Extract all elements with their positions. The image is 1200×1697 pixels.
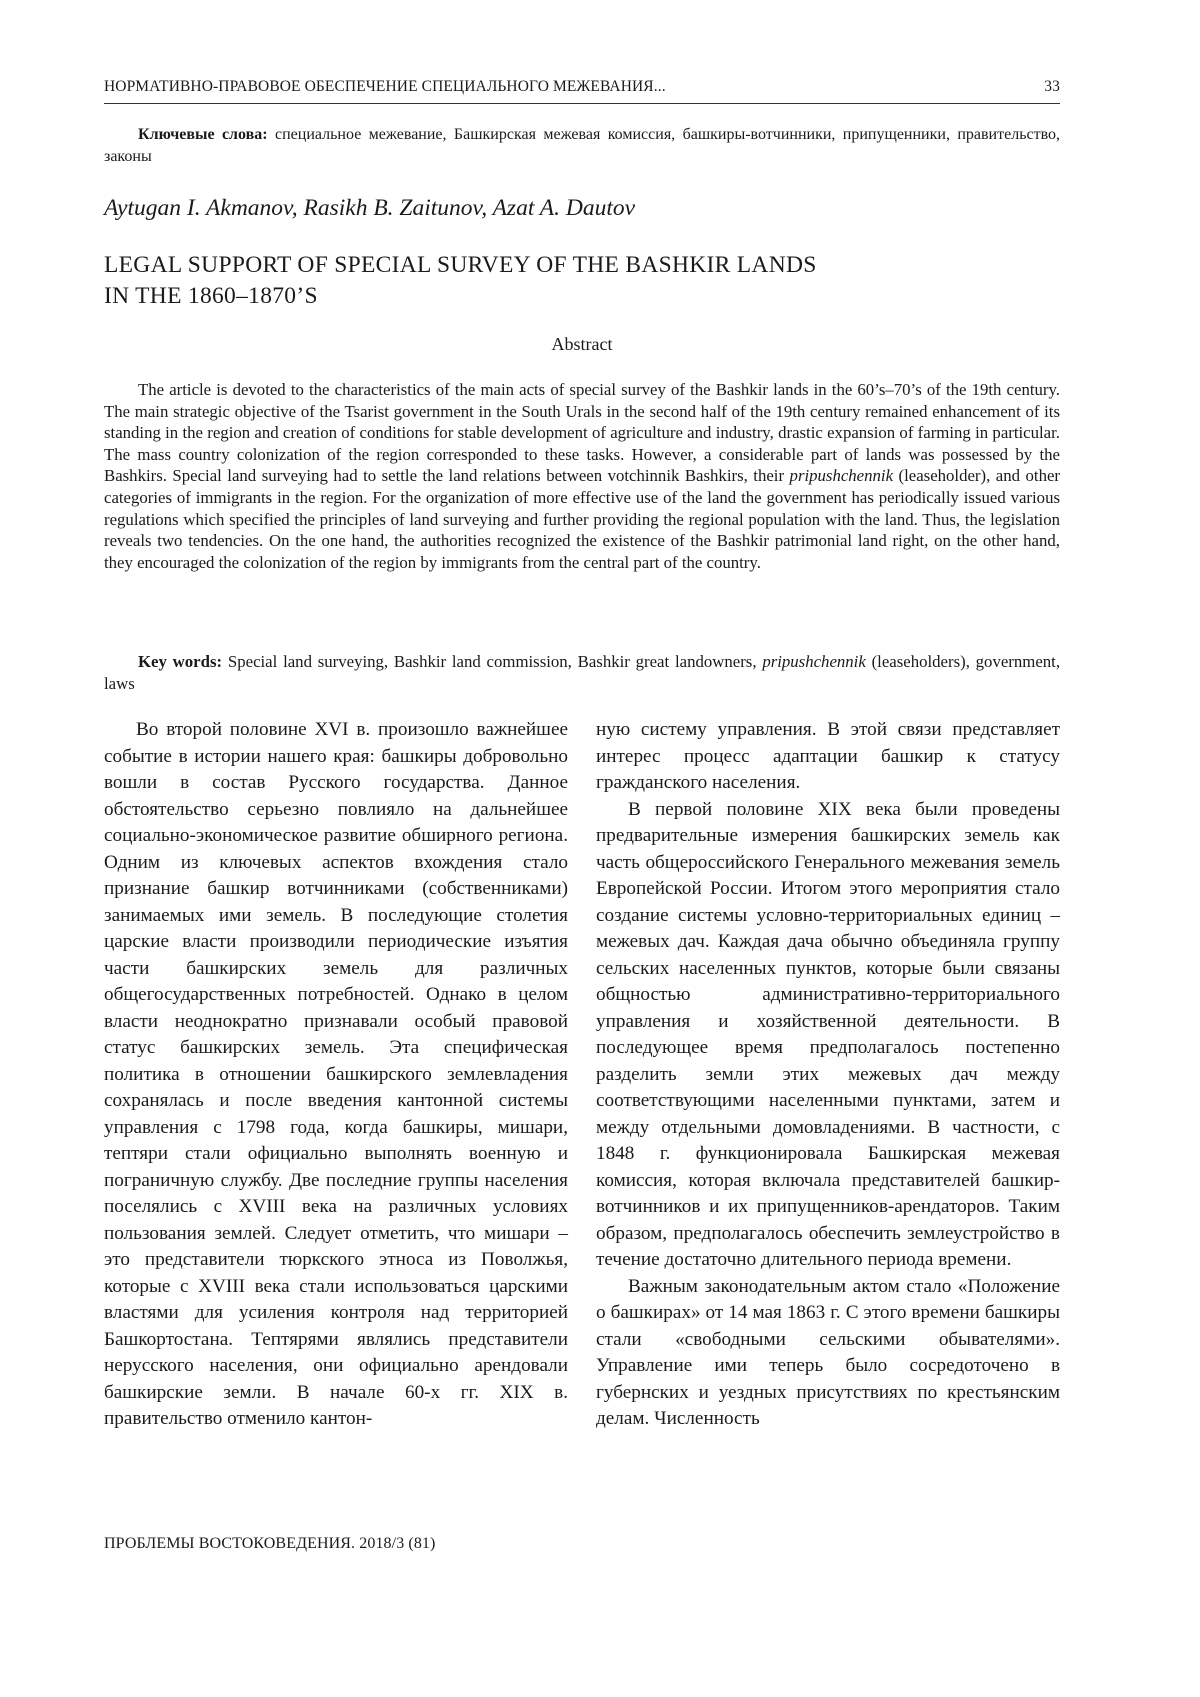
article-title-line-2: IN THE 1860–1870’S (104, 283, 318, 309)
article-title (104, 250, 1060, 312)
body-paragraph: Во второй половине XVI в. произошло важнейшее событие в истории нашего края: башкиры добровольно вошли в состав Русского государства. Данное обстоятельство серьезно повлияло на дальнейшее социально-экономическое развитие обширного региона. Одним из ключевых аспектов вхождения стало признание башкир вотчинниками (собственниками) занимаемых ими земель. В последующие столетия царские власти производили периодические изъятия части башкирских земель для различных общегосударственных потребностей. Однако в целом власти неоднократно признавали особый правовой статус башкирских земель. Эта специфическая политика в отношении башкирского землевладения сохранялась и после введения кантонной системы управления с 1798 года, когда башкиры, мишари, тептяри стали официально выполнять военную и пограничную службу. Две последние группы населения поселялись с XVIII века на различных условиях пользования землей. Следует отметить, что мишари – это представители тюркского этноса из Поволжья, которые с XVIII века стали использоваться царскими властями для усиления контроля над территорией Башкортостана. Тептярями являлись представители нерусского населения, они официально арендовали башкирские земли. В начале 60-х гг. XIX в. правительство отменило кантон- (104, 719, 568, 1429)
keywords-ru-text: специальное межевание, Башкирская межевая комиссия, башкиры-вотчинники, припущенники, правительство, законы (104, 126, 1061, 165)
abstract-heading: Abstract (551, 334, 613, 354)
body-paragraph: В первой половине XIX века были проведены предварительные измерения башкирских земель как часть общероссийского Генерального межевания земель Европейской России. Итогом этого мероприятия стало создание системы условно-территориальных единиц – межевых дач. Каждая дача обычно объединяла группу сельских населенных пунктов, которые были связаны общностью административно-территориального управления и хозяйственной деятельности. В последующее время предполагалось постепенно разделить земли этих межевых дач между соответствующими населенными пунктами, затем и между отдельными домовладениями. В частности, с 1848 г. функционировала Башкирская межевая комиссия, которая включала представителей башкир-вотчинников и их припущенников-арендаторов. Таким образом, предполагалось обеспечить землеустройство в течение достаточно длительного периода времени. (596, 798, 1060, 1270)
body-column-left (104, 717, 568, 1433)
keywords-en (104, 651, 1060, 695)
keywords-en-label: Key words: (138, 652, 223, 671)
keywords-en-text-1: Special land surveying, Bashkir land commission, Bashkir great landowners, (227, 652, 757, 671)
article-title-line-1: LEGAL SUPPORT OF SPECIAL SURVEY OF THE BASHKIR LANDS (104, 252, 817, 278)
keywords-ru (104, 124, 1060, 168)
running-head (104, 78, 1060, 96)
abstract-text-part-1: The article is devoted to the characteristics of the main acts of special survey of the Bashkir lands in the 60’s–70’s of the 19th century. The main strategic objective of the Tsarist government in the South Urals in the second half of the 19th century remained enhancement of its standing in the region and creation of conditions for stable development of agriculture and industry, drastic expansion of farming in particular. The mass country colonization of the region corresponded to these tasks. However, a considerable part of lands was possessed by the Bashkirs. Special land surveying had to settle the land relations between votchinnik Bashkirs, their (104, 380, 1060, 486)
body-paragraph-continued: ную систему управления. В этой связи представляет интерес процесс адаптации башкир к статусу гражданского населения. (596, 719, 1060, 793)
keywords-en-italic-term: pripushchennik (762, 652, 866, 671)
abstract-text-part-2: (leaseholder), and other categories of immigrants in the region. For the organization of more effective use of the land the government has periodically issued various regulations which specified the principles of land surveying and further providing the regional population with the land. Thus, the legislation reveals two tendencies. On the one hand, the authorities recognized the existence of the Bashkir patrimonial land right, on the other hand, they encouraged the colonization of the region by immigrants from the central part of the country. (104, 466, 1060, 572)
abstract-italic-term: pripushchennik (789, 466, 894, 486)
body-column-right (596, 717, 1060, 1433)
page-number: 33 (1044, 78, 1060, 95)
journal-footer: ПРОБЛЕМЫ ВОСТОКОВЕДЕНИЯ. 2018/3 (81) (104, 1535, 436, 1552)
header-divider (104, 103, 1060, 104)
keywords-en-text-2: (leaseholders), government, laws (104, 652, 1061, 693)
body-paragraph: Важным законодательным актом стало «Положение о башкирах» от 14 мая 1863 г. С этого времени башкиры стали «свободными сельскими обывателями». Управление ими теперь было сосредоточено в губернских и уездных присутствиях по крестьянским делам. Численность (596, 1275, 1060, 1429)
running-head-title: НОРМАТИВНО-ПРАВОВОЕ ОБЕСПЕЧЕНИЕ СПЕЦИАЛЬНОГО МЕЖЕВАНИЯ... (104, 78, 666, 95)
authors: Aytugan I. Akmanov, Rasikh B. Zaitunov, Azat A. Dautov (104, 195, 636, 221)
abstract-text (104, 379, 1060, 573)
keywords-ru-label: Ключевые слова: (138, 126, 268, 143)
